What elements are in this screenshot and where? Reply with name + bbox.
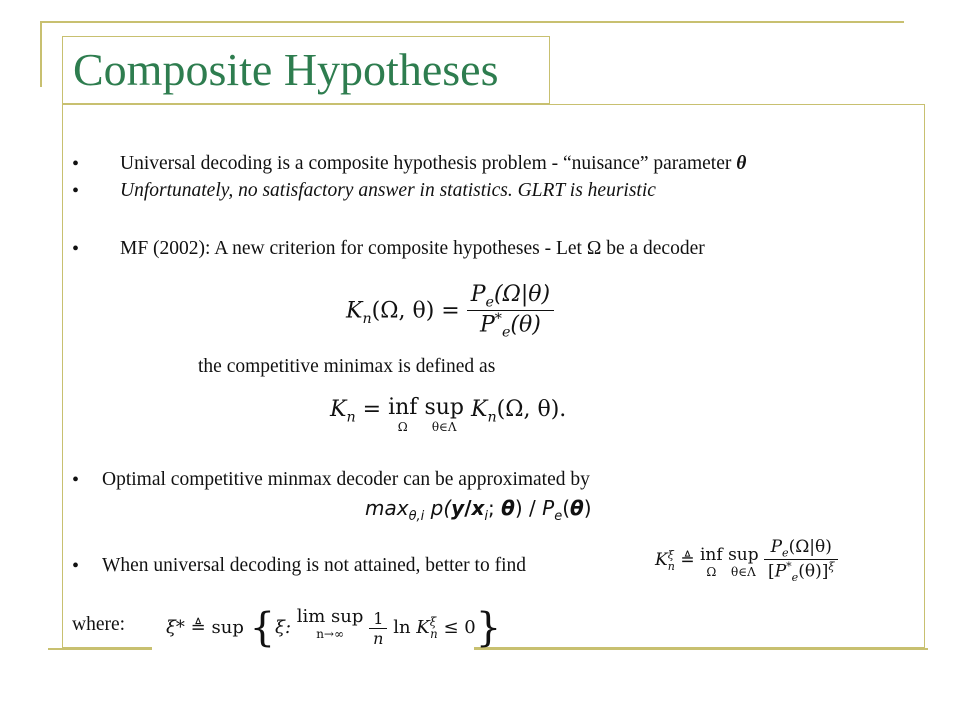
xi-var: ξ: bbox=[275, 617, 292, 638]
xi-K-sup: ξ bbox=[429, 615, 437, 629]
bullet-2-marker: • bbox=[72, 180, 80, 202]
kxi-defeq: ≜ bbox=[680, 550, 695, 571]
kxi-inf-operator bbox=[700, 547, 723, 578]
approx-close: ) bbox=[514, 496, 523, 520]
kn-num-args: (Ω|θ) bbox=[494, 282, 551, 307]
xi-brace-open: { bbox=[249, 605, 276, 651]
ln-label: ln bbox=[393, 617, 411, 638]
approx-x-sub: i bbox=[484, 509, 489, 524]
bullet-1-theta: θ bbox=[736, 153, 747, 174]
frame-top-line bbox=[40, 21, 904, 23]
leq-zero: ≤ 0 bbox=[443, 617, 476, 638]
kxi-num-p: P bbox=[770, 537, 783, 557]
approx-x: x bbox=[471, 496, 485, 520]
title-box bbox=[62, 36, 550, 104]
bullet-3-text: MF (2002): A new criterion for composite hypotheses - Let Ω be a decoder bbox=[120, 238, 705, 259]
kxi-denominator bbox=[764, 559, 838, 584]
kn-fraction bbox=[467, 282, 554, 341]
approx-p: p( bbox=[430, 496, 452, 520]
kxi-den-sup: * bbox=[786, 560, 792, 574]
limsup-operator bbox=[297, 608, 364, 640]
kxi-inf-label: inf bbox=[699, 545, 723, 565]
bullet-3-marker: • bbox=[72, 238, 80, 260]
xi-defeq: ≜ bbox=[190, 617, 206, 638]
sup-operator bbox=[424, 397, 464, 433]
bullet-4-marker: • bbox=[72, 469, 80, 491]
kxi-lhs: K bbox=[655, 550, 668, 571]
approx-semicolon: ; bbox=[488, 496, 495, 520]
kxi-sup-label: sup bbox=[728, 545, 759, 565]
kxi-den-sub: e bbox=[791, 571, 799, 585]
approx-theta: θ bbox=[501, 496, 515, 520]
limsup-label: lim sup bbox=[296, 606, 364, 627]
kxi-sub: n bbox=[667, 559, 675, 573]
kn-den-sup: * bbox=[494, 311, 502, 328]
approx-slash: / bbox=[464, 496, 472, 520]
kxi-sup: ξ bbox=[667, 548, 674, 562]
xi-star-formula bbox=[152, 598, 502, 658]
kxi-den-p: P bbox=[774, 562, 787, 583]
approx-formula bbox=[365, 496, 592, 524]
bullet-4-text: Optimal competitive minmax decoder can be approximated by bbox=[102, 469, 590, 490]
bullet-1-text bbox=[120, 153, 746, 175]
xi-K: K bbox=[416, 617, 430, 638]
approx-pe: P bbox=[542, 496, 555, 520]
approx-y: y bbox=[451, 496, 465, 520]
approx-pe-open: ( bbox=[562, 496, 571, 520]
kxi-numerator bbox=[764, 537, 838, 559]
kn-num-sub: e bbox=[485, 294, 495, 311]
approx-max: max bbox=[365, 496, 409, 520]
bullet-5-text: When universal decoding is not attained, better to find bbox=[102, 555, 527, 576]
limsup-sub: n→∞ bbox=[316, 627, 344, 641]
frame-left-line bbox=[40, 21, 42, 87]
kn-numerator bbox=[467, 282, 554, 310]
kxi-sup-operator bbox=[728, 547, 759, 578]
competitive-text: the competitive minimax is defined as bbox=[198, 356, 496, 377]
kn-args: (Ω, θ) = bbox=[371, 298, 460, 324]
kxi-num-sub: e bbox=[782, 546, 789, 560]
approx-pe-theta: θ bbox=[570, 496, 584, 520]
minimax-rhs: K bbox=[471, 397, 488, 422]
kn-sub: n bbox=[362, 310, 372, 327]
approx-pe-sub: e bbox=[554, 509, 563, 524]
kn-den-p: P bbox=[479, 312, 495, 338]
minimax-rhs-sub: n bbox=[487, 409, 497, 426]
bullet-2-text: Unfortunately, no satisfactory answer in statistics. GLRT is heuristic bbox=[120, 180, 656, 201]
sup-sub: θ∈Λ bbox=[431, 420, 457, 434]
xi-star: ξ* bbox=[166, 617, 185, 638]
bullet-5-marker: • bbox=[72, 555, 80, 577]
inf-label: inf bbox=[388, 395, 418, 420]
kxi-sup-sub: θ∈Λ bbox=[730, 565, 756, 579]
kxi-fraction bbox=[764, 537, 838, 584]
kn-formula bbox=[346, 282, 554, 341]
xi-sup: sup bbox=[211, 617, 244, 638]
approx-div: / bbox=[522, 496, 543, 520]
xi-brace-close: } bbox=[475, 605, 502, 651]
one-over-n bbox=[369, 609, 387, 648]
minimax-eq: = bbox=[362, 397, 382, 422]
kxi-den-exp: ξ bbox=[828, 560, 835, 574]
inf-operator bbox=[388, 397, 417, 433]
slide-title: Composite Hypotheses bbox=[73, 44, 499, 95]
n-denominator: n bbox=[369, 628, 387, 648]
kxi-formula bbox=[655, 537, 838, 584]
kn-den-sub: e bbox=[501, 325, 511, 342]
xi-K-sub: n bbox=[430, 626, 438, 641]
minimax-rhs-args: (Ω, θ). bbox=[496, 397, 567, 422]
minimax-formula bbox=[330, 397, 566, 433]
kxi-den-args: (θ)] bbox=[798, 562, 829, 583]
kxi-den-open: [ bbox=[768, 562, 775, 583]
sup-label: sup bbox=[424, 395, 464, 420]
kxi-inf-sub: Ω bbox=[706, 565, 717, 579]
minimax-lhs: K bbox=[330, 397, 347, 422]
minimax-sub: n bbox=[346, 409, 356, 426]
approx-pe-close: ) bbox=[583, 496, 592, 520]
bullet-1-marker: • bbox=[72, 153, 80, 175]
kn-den-args: (θ) bbox=[510, 312, 541, 338]
bullet-1-label: Universal decoding is a composite hypothesis problem - “nuisance” parameter bbox=[120, 153, 732, 174]
inf-sub: Ω bbox=[397, 420, 408, 434]
kn-num-p: P bbox=[470, 282, 486, 307]
kxi-num-args: (Ω|θ) bbox=[788, 537, 832, 557]
kn-lhs: K bbox=[346, 298, 363, 324]
kn-denominator bbox=[467, 310, 554, 341]
approx-max-sub: θ,i bbox=[408, 509, 425, 524]
one-numerator: 1 bbox=[373, 608, 384, 628]
where-label: where: bbox=[72, 614, 126, 635]
